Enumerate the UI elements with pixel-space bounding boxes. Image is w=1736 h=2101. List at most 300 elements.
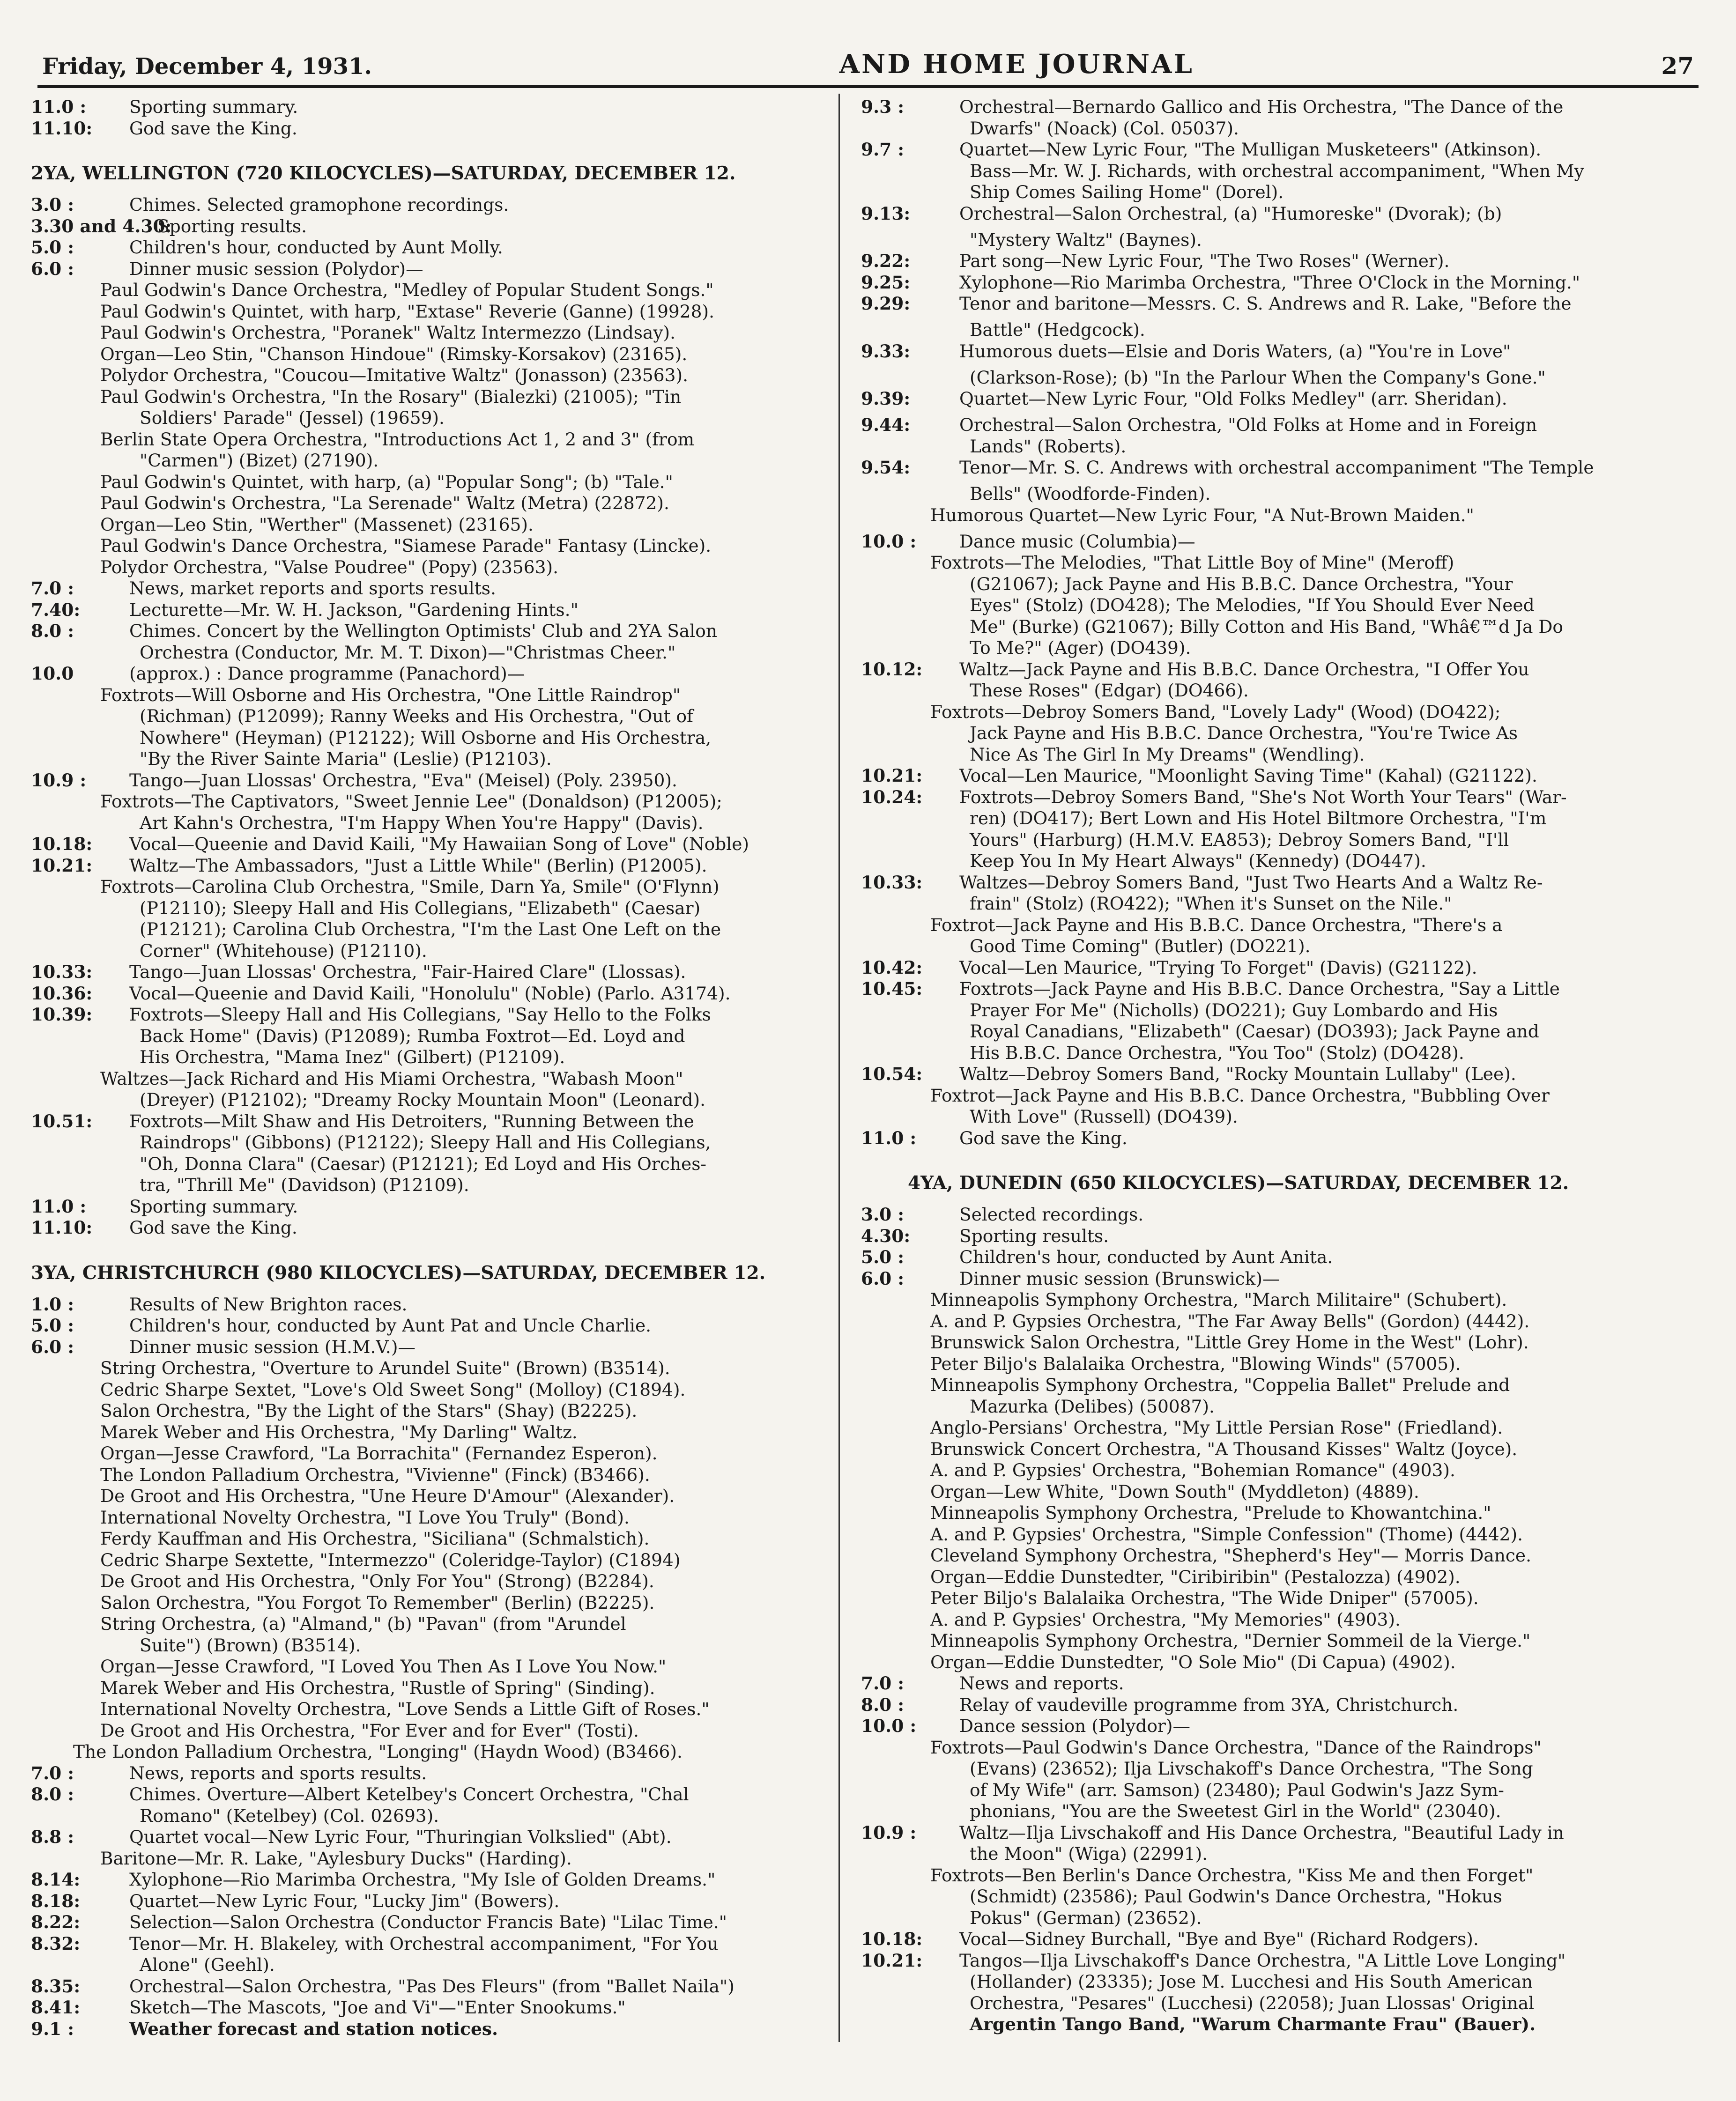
entry-continued: Romano" (Ketelbey) (Col. 02693). [140, 1805, 439, 1826]
entry-continued: Baritone—Mr. R. Lake, "Aylesbury Ducks" (Harding). [100, 1848, 572, 1869]
dinner-item: Berlin State Opera Orchestra, "Introductions Act 1, 2 and 3" (from [100, 429, 695, 450]
dinner-item: Organ—Eddie Dunstedter, "O Sole Mio" (Di Capua) (4902). [930, 1651, 1456, 1672]
entry-time: 11.0 : [861, 1127, 917, 1148]
entry-text: Sporting summary. [129, 96, 298, 117]
dinner-item: Polydor Orchestra, "Valse Poudree" (Popy) (23563). [100, 556, 559, 577]
entry-time: 8.0 : [31, 621, 74, 641]
entry-continued: Back Home" (Davis) (P12089); Rumba Foxtrot—Ed. Loyd and [140, 1025, 685, 1046]
entry-text: Dinner music session (Polydor)— [129, 258, 423, 279]
entry-time: 9.29: [861, 293, 911, 314]
entry-text: Chimes. Selected gramophone recordings. [129, 194, 509, 215]
entry-text: Orchestral—Bernardo Gallico and His Orchestra, "The Dance of the [959, 96, 1564, 117]
entry-time: 5.0 : [31, 1315, 74, 1336]
entry-text: Sporting summary. [129, 1196, 298, 1217]
entry-time: 11.0 : [31, 1196, 87, 1217]
schedule-entry [861, 203, 1657, 229]
schedule-entry [31, 663, 827, 685]
entry-continued: Foxtrots—Carolina Club Orchestra, "Smile, Darn Ya, Smile" (O'Flynn) [100, 876, 720, 897]
entry-text: Foxtrots—Sleepy Hall and His Collegians, "Say Hello to the Folks [129, 1004, 711, 1025]
entry-time: 8.0 : [861, 1694, 905, 1715]
schedule-entry [31, 1997, 827, 2019]
entry-time: 10.0 : [861, 1716, 917, 1736]
schedule-entry [31, 599, 827, 621]
schedule-entry [31, 1763, 827, 1784]
schedule-entry [861, 1694, 1657, 1716]
entry-text: (approx.) : Dance programme (Panachord)— [129, 663, 525, 684]
schedule-entry [31, 118, 827, 140]
entry-time: 8.0 : [31, 1784, 74, 1805]
dinner-item: String Orchestra, "Overture to Arundel Suite" (Brown) (B3514). [100, 1358, 670, 1378]
entry-continued: Lands" (Roberts). [970, 436, 1127, 457]
dinner-item: Paul Godwin's Dance Orchestra, "Siamese Parade" Fantasy (Lincke). [100, 535, 712, 556]
dinner-item: Polydor Orchestra, "Coucou—Imitative Waltz" (Jonasson) (23563). [100, 365, 689, 385]
schedule-entry [31, 1784, 827, 1805]
entry-text: Quartet—New Lyric Four, "Lucky Jim" (Bowers). [129, 1890, 560, 1911]
schedule-entry [861, 388, 1657, 414]
entry-time: 9.25: [861, 272, 911, 293]
entry-continued: Orchestra, "Pesares" (Lucchesi) (22058); Juan Llossas' Original [970, 1992, 1535, 2013]
entry-time: 4.30: [861, 1225, 911, 1246]
entry-time: 10.9 : [31, 769, 87, 791]
entry-text: Selected recordings. [959, 1204, 1144, 1225]
entry-time: 7.0 : [31, 1762, 74, 1783]
entry-text: Part song—New Lyric Four, "The Two Roses" (Werner). [959, 251, 1450, 271]
entry-text: Quartet—New Lyric Four, "Old Folks Medley" (arr. Sheridan). [959, 388, 1507, 409]
entry-text: Xylophone—Rio Marimba Orchestra, "Three O'Clock in the Morning." [959, 272, 1580, 293]
dinner-item: Anglo-Persians' Orchestra, "My Little Persian Rose" (Friedland). [930, 1417, 1503, 1438]
schedule-entry [861, 251, 1657, 272]
dinner-item: De Groot and His Orchestra, "For Ever and for Ever" (Tosti). [100, 1720, 639, 1741]
dinner-item: Organ—Jesse Crawford, "La Borrachita" (Fernandez Esperon). [100, 1443, 658, 1464]
schedule-entry [31, 1217, 827, 1239]
entry-continued: (P12110); Sleepy Hall and His Collegians, "Elizabeth" (Caesar) [140, 897, 701, 918]
schedule-entry [861, 1950, 1657, 1972]
entry-text: Children's hour, conducted by Aunt Anita. [959, 1247, 1333, 1267]
column-divider [838, 94, 840, 2042]
entry-time: 3.0 : [31, 194, 74, 215]
schedule-entry [31, 1294, 827, 1316]
schedule-entry [861, 293, 1657, 319]
dinner-item: Minneapolis Symphony Orchestra, "March Militaire" (Schubert). [930, 1289, 1507, 1310]
entry-time: 6.0 : [31, 1336, 74, 1357]
entry-time: 10.18: [861, 1929, 923, 1949]
schedule-entry [31, 962, 827, 983]
entry-time: 10.51: [31, 1110, 93, 1132]
entry-continued: Ship Comes Sailing Home" (Dorel). [970, 182, 1284, 202]
entry-time: 9.39: [861, 388, 911, 409]
entry-text: Orchestral—Salon Orchestra, "Pas Des Fleurs" (from "Ballet Naila") [129, 1975, 734, 1997]
entry-time: 5.0 : [861, 1247, 905, 1267]
schedule-entry [861, 978, 1657, 1000]
dinner-item: Minneapolis Symphony Orchestra, "Prelude to Khowantchina." [930, 1502, 1491, 1523]
entry-continued: Foxtrots—The Melodies, "That Little Boy of Mine" (Meroff) [930, 552, 1454, 573]
entry-time: 11.0 : [31, 96, 87, 117]
schedule-entry [31, 1912, 827, 1933]
entry-continued: His B.B.C. Dance Orchestra, "You Too" (Stolz) (DO428). [970, 1042, 1464, 1063]
schedule-entry [861, 1268, 1657, 1290]
entry-continued: Dwarfs" (Noack) (Col. 05037). [970, 118, 1239, 139]
dinner-item: Cedric Sharpe Sextette, "Intermezzo" (Coleridge-Taylor) (C1894) [100, 1549, 681, 1570]
entry-continued: Argentin Tango Band, "Warum Charmante Frau" (Bauer). [970, 2014, 1536, 2034]
entry-text: Relay of vaudeville programme from 3YA, Christchurch. [959, 1694, 1459, 1715]
entry-text: Vocal—Len Maurice, "Trying To Forget" (Davis) (G21122). [959, 957, 1477, 978]
entry-text: Quartet vocal—New Lyric Four, "Thuringian Volkslied" (Abt). [129, 1827, 672, 1847]
page-number: 27 [1661, 52, 1694, 80]
dinner-item-continued: Suite") (Brown) (B3514). [140, 1635, 361, 1656]
entry-continued: Keep You In My Heart Always" (Kennedy) (DO447). [970, 851, 1426, 871]
schedule-entry [31, 578, 827, 599]
dinner-item: International Novelty Orchestra, "Love Sends a Little Gift of Roses." [100, 1699, 710, 1719]
dinner-item: Marek Weber and His Orchestra, "My Darling" Waltz. [100, 1421, 578, 1443]
entry-continued: frain" (Stolz) (RO422); "When it's Sunset on the Nile." [970, 893, 1452, 914]
entry-continued: "By the River Sainte Maria" (Leslie) (P12103). [140, 748, 552, 769]
schedule-entry [861, 272, 1657, 294]
schedule-entry [861, 1929, 1657, 1950]
dinner-item: International Novelty Orchestra, "I Love You Truly" (Bond). [100, 1507, 630, 1528]
entry-continued: Nice As The Girl In My Dreams" (Wendling). [970, 744, 1365, 765]
dinner-item: Paul Godwin's Orchestra, "La Serenade" Waltz (Metra) (22872). [100, 493, 669, 513]
entry-time: 10.33: [31, 962, 93, 982]
entry-time: 9.54: [861, 457, 911, 478]
entry-text: Waltz—Ilja Livschakoff and His Dance Orchestra, "Beautiful Lady in [959, 1822, 1564, 1843]
entry-continued: Alone" (Geehl). [140, 1954, 275, 1975]
entry-text: Waltz—Jack Payne and His B.B.C. Dance Orchestra, "I Offer You [959, 658, 1529, 680]
entry-text: Xylophone—Rio Marimba Orchestra, "My Isle of Golden Dreams." [129, 1869, 716, 1890]
entry-text: Orchestral—Salon Orchestral, (a) "Humoreske" (Dvorak); (b) [959, 203, 1502, 224]
dinner-item-continued: Soldiers' Parade" (Jessel) (19659). [140, 407, 445, 428]
entry-time: 10.24: [861, 786, 923, 807]
entry-time: 10.12: [861, 658, 923, 680]
entry-time: 10.0 [31, 663, 74, 684]
header-date: Friday, December 4, 1931. [42, 53, 372, 80]
entry-text: Results of New Brighton races. [129, 1294, 408, 1315]
dinner-item: Organ—Leo Stin, "Chanson Hindoue" (Rimsky-Korsakov) (23165). [100, 343, 688, 364]
entry-time: 11.10: [31, 118, 93, 139]
entry-text: Dance session (Polydor)— [959, 1716, 1190, 1736]
entry-time: 9.3 : [861, 96, 905, 117]
schedule-entry [31, 96, 827, 118]
dinner-item: Minneapolis Symphony Orchestra, "Coppelia Ballet" Prelude and [930, 1375, 1510, 1395]
entry-time: 8.32: [31, 1933, 81, 1954]
entry-continued: (Clarkson-Rose); (b) "In the Parlour When the Company's Gone." [970, 367, 1546, 388]
entry-continued: Good Time Coming" (Butler) (DO221). [970, 936, 1311, 956]
schedule-entry [861, 957, 1657, 979]
entry-continued: Waltzes—Jack Richard and His Miami Orchestra, "Wabash Moon" [100, 1068, 683, 1089]
schedule-entry [31, 1111, 827, 1132]
entry-continued: of My Wife" (arr. Samson) (23480); Paul Godwin's Jazz Sym- [970, 1779, 1504, 1800]
entry-continued: Foxtrot—Jack Payne and His B.B.C. Dance Orchestra, "There's a [930, 914, 1503, 935]
dinner-item: Salon Orchestra, "By the Light of the Stars" (Shay) (B2225). [100, 1400, 638, 1421]
entry-time: 10.33: [861, 872, 923, 893]
entry-time: 3.0 : [861, 1204, 905, 1225]
schedule-entry [861, 1226, 1657, 1247]
entry-text: God save the King. [129, 118, 297, 139]
schedule-entry [861, 1064, 1657, 1085]
dinner-item: De Groot and His Orchestra, "Only For You" (Strong) (B2284). [100, 1571, 654, 1591]
entry-text: Quartet—New Lyric Four, "The Mulligan Musketeers" (Atkinson). [959, 139, 1542, 160]
entry-text: Children's hour, conducted by Aunt Molly. [129, 237, 503, 258]
schedule-entry [31, 1827, 827, 1848]
schedule-entry [31, 855, 827, 877]
entry-time: 8.35: [31, 1975, 81, 1997]
entry-continued: Bass—Mr. W. J. Richards, with orchestral accompaniment, "When My [970, 160, 1584, 181]
entry-text: Tango—Juan Llossas' Orchestra, "Eva" (Meisel) (Poly. 23950). [129, 769, 677, 791]
schedule-entry [861, 531, 1657, 553]
entry-text: Tenor and baritone—Messrs. C. S. Andrews and R. Lake, "Before the [959, 293, 1572, 314]
entry-continued: the Moon" (Wiga) (22991). [970, 1843, 1208, 1864]
entry-text: Tenor—Mr. S. C. Andrews with orchestral accompaniment "The Temple [959, 457, 1594, 478]
station-heading-2ya: 2YA, WELLINGTON (720 KILOCYCLES)—SATURDAY, DECEMBER 12. [31, 163, 736, 184]
header-rule [37, 85, 1699, 88]
page-header [42, 37, 1694, 80]
entry-continued: (Schmidt) (23586); Paul Godwin's Dance Orchestra, "Hokus [970, 1886, 1502, 1907]
entry-text: Foxtrots—Milt Shaw and His Detroiters, "Running Between the [129, 1110, 694, 1132]
entry-continued: (Evans) (23652); Ilja Livschakoff's Dance Orchestra, "The Song [970, 1758, 1533, 1779]
entry-time: 8.8 : [31, 1827, 74, 1847]
schedule-entry [31, 1869, 827, 1891]
entry-text: Dinner music session (H.M.V.)— [129, 1336, 415, 1357]
entry-text: Vocal—Len Maurice, "Moonlight Saving Time" (Kahal) (G21122). [959, 765, 1537, 786]
entry-text: Weather forecast and station notices. [129, 2018, 498, 2039]
entry-time: 10.9 : [861, 1822, 917, 1843]
entry-continued: To Me?" (Ager) (DO439). [970, 637, 1191, 658]
entry-text: Tenor—Mr. H. Blakeley, with Orchestral accompaniment, "For You [129, 1933, 719, 1954]
entry-time: 5.0 : [31, 237, 74, 258]
schedule-entry [31, 1976, 827, 1997]
entry-text: News, reports and sports results. [129, 1762, 427, 1783]
entry-continued: Art Kahn's Orchestra, "I'm Happy When You're Happy" (Davis). [140, 812, 704, 833]
entry-continued: With Love" (Russell) (DO439). [970, 1106, 1238, 1127]
entry-continued: Orchestra (Conductor, Mr. M. T. Dixon)—"Christmas Cheer." [140, 642, 676, 663]
schedule-entry [861, 1204, 1657, 1226]
entry-text: Vocal—Queenie and David Kaili, "Honolulu" (Noble) (Parlo. A3174). [129, 983, 731, 1004]
dinner-item: Paul Godwin's Quintet, with harp, "Extase" Reverie (Ganne) (19928). [100, 301, 715, 322]
dinner-item: Marek Weber and His Orchestra, "Rustle of Spring" (Sinding). [100, 1677, 655, 1698]
entry-continued: Yours" (Harburg) (H.M.V. EA853); Debroy Somers Band, "I'll [970, 829, 1509, 850]
dinner-item: A. and P. Gypsies' Orchestra, "Simple Confession" (Thome) (4442). [930, 1524, 1523, 1545]
schedule-entry [31, 1315, 827, 1337]
schedule-entry [31, 983, 827, 1005]
entry-continued: tra, "Thrill Me" (Davidson) (P12109). [140, 1175, 469, 1195]
dinner-item: Brunswick Concert Orchestra, "A Thousand Kisses" Waltz (Joyce). [930, 1438, 1518, 1459]
dinner-item: Paul Godwin's Dance Orchestra, "Medley of Popular Student Songs." [100, 280, 714, 300]
left-column [31, 96, 827, 2040]
schedule-entry [31, 1004, 827, 1026]
entry-time: 9.13: [861, 203, 911, 224]
entry-time: 3.30 and 4.30: [31, 215, 172, 237]
schedule-entry [861, 341, 1657, 367]
dinner-item: Organ—Lew White, "Down South" (Myddleton) (4889). [930, 1481, 1419, 1502]
entry-time: 10.42: [861, 957, 923, 978]
right-column [861, 96, 1657, 2035]
entry-continued: Royal Canadians, "Elizabeth" (Caesar) (DO393); Jack Payne and [970, 1021, 1539, 1042]
entry-time: 9.33: [861, 340, 911, 362]
entry-text: Waltz—Debroy Somers Band, "Rocky Mountain Lullaby" (Lee). [959, 1064, 1516, 1084]
entry-text: Sporting results. [959, 1225, 1109, 1246]
entry-text: Chimes. Overture—Albert Ketelbey's Concert Orchestra, "Chal [129, 1784, 689, 1805]
schedule-entry [861, 765, 1657, 787]
entry-text: Dinner music session (Brunswick)— [959, 1268, 1280, 1289]
entry-time: 9.44: [861, 414, 911, 435]
schedule-entry [31, 2019, 827, 2040]
entry-text: Foxtrots—Debroy Somers Band, "She's Not Worth Your Tears" (War- [959, 786, 1567, 807]
schedule-entry [31, 621, 827, 642]
dinner-item: Ferdy Kauffman and His Orchestra, "Siciliana" (Schmalstich). [100, 1528, 650, 1549]
entry-time: 10.21: [861, 765, 923, 786]
entry-text: Sporting results. [157, 215, 307, 237]
entry-time: 10.0 : [861, 531, 917, 552]
entry-time: 8.22: [31, 1912, 81, 1932]
entry-time: 10.21: [31, 855, 93, 876]
schedule-entry [31, 1337, 827, 1358]
entry-continued: Eyes" (Stolz) (DO428); The Melodies, "If You Should Ever Need [970, 595, 1535, 615]
dinner-item: Minneapolis Symphony Orchestra, "Dernier Sommeil de la Vierge." [930, 1630, 1531, 1651]
entry-continued: Foxtrots—The Captivators, "Sweet Jennie Lee" (Donaldson) (P12005); [100, 791, 722, 812]
entry-continued: "Oh, Donna Clara" (Caesar) (P12121); Ed Loyd and His Orches- [140, 1153, 707, 1174]
schedule-entry [861, 787, 1657, 808]
dinner-item: The London Palladium Orchestra, "Longing" (Haydn Wood) (B3466). [73, 1741, 683, 1762]
schedule-entry [31, 237, 827, 259]
entry-continued: Pokus" (German) (23652). [970, 1907, 1202, 1928]
entry-continued: These Roses" (Edgar) (DO466). [970, 680, 1249, 701]
entry-continued: (G21067); Jack Payne and His B.B.C. Dance Orchestra, "Your [970, 573, 1513, 594]
entry-text: Tangos—Ilja Livschakoff's Dance Orchestra, "A Little Love Longing" [959, 1950, 1566, 1971]
entry-text: Chimes. Concert by the Wellington Optimists' Club and 2YA Salon [129, 621, 718, 641]
entry-continued: (Hollander) (23335); Jose M. Lucchesi and His South American [970, 1971, 1533, 1992]
entry-continued: Raindrops" (Gibbons) (P12122); Sleepy Hall and His Collegians, [140, 1132, 711, 1153]
entry-text: Vocal—Sidney Burchall, "Bye and Bye" (Richard Rodgers). [959, 1929, 1479, 1949]
schedule-entry [861, 1128, 1657, 1149]
schedule-entry [31, 1196, 827, 1218]
entry-text: Orchestral—Salon Orchestra, "Old Folks at Home and in Foreign [959, 414, 1537, 435]
entry-time: 10.45: [861, 978, 923, 999]
schedule-entry [31, 259, 827, 280]
dinner-item: A. and P. Gypsies' Orchestra, "Bohemian Romance" (4903). [930, 1460, 1455, 1480]
entry-continued: Foxtrot—Jack Payne and His B.B.C. Dance Orchestra, "Bubbling Over [930, 1085, 1550, 1106]
schedule-entry [861, 659, 1657, 681]
dinner-item: Paul Godwin's Orchestra, "Poranek" Waltz Intermezzo (Lindsay). [100, 322, 676, 343]
entry-text: God save the King. [129, 1217, 297, 1238]
entry-continued: Humorous Quartet—New Lyric Four, "A Nut-Brown Maiden." [930, 504, 1474, 525]
entry-time: 8.18: [31, 1890, 81, 1911]
dinner-item: Peter Biljo's Balalaika Orchestra, "Blowing Winds" (57005). [930, 1353, 1461, 1374]
dinner-item: A. and P. Gypsies' Orchestra, "My Memories" (4903). [930, 1609, 1401, 1630]
dinner-item-continued: Mazurka (Delibes) (50087). [970, 1396, 1215, 1417]
entry-text: Children's hour, conducted by Aunt Pat and Uncle Charlie. [129, 1315, 652, 1336]
schedule-entry [31, 194, 827, 216]
schedule-entry [31, 770, 827, 792]
entry-time: 9.22: [861, 251, 911, 271]
entry-continued: Corner" (Whitehouse) (P12110). [140, 940, 427, 961]
dinner-item: The London Palladium Orchestra, "Vivienne" (Finck) (B3466). [100, 1464, 650, 1485]
entry-continued: Nowhere" (Heyman) (P12122); Will Osborne and His Orchestra, [140, 727, 712, 748]
entry-text: News, market reports and sports results. [129, 578, 496, 599]
dinner-item: Organ—Eddie Dunstedter, "Ciribiribin" (Pestalozza) (4902). [930, 1566, 1461, 1587]
entry-time: 9.7 : [861, 139, 905, 160]
entry-time: 10.39: [31, 1004, 93, 1025]
dinner-item: Peter Biljo's Balalaika Orchestra, "The Wide Dniper" (57005). [930, 1588, 1479, 1608]
schedule-entry [31, 1933, 827, 1955]
entry-time: 8.14: [31, 1869, 81, 1890]
schedule-entry [861, 1822, 1657, 1844]
dinner-item: Organ—Jesse Crawford, "I Loved You Then As I Love You Now." [100, 1656, 667, 1677]
schedule-entry [861, 1716, 1657, 1737]
entry-time: 10.54: [861, 1064, 923, 1084]
dinner-item: Brunswick Salon Orchestra, "Little Grey Home in the West" (Lohr). [930, 1332, 1529, 1353]
station-heading-3ya: 3YA, CHRISTCHURCH (980 KILOCYCLES)—SATURDAY, DECEMBER 12. [31, 1262, 766, 1284]
entry-text: News and reports. [959, 1673, 1124, 1694]
entry-continued: Bells" (Woodforde-Finden). [970, 483, 1211, 504]
station-heading-4ya: 4YA, DUNEDIN (650 KILOCYCLES)—SATURDAY, DECEMBER 12. [908, 1172, 1569, 1194]
entry-time: 11.10: [31, 1217, 93, 1238]
entry-text: Lecturette—Mr. W. H. Jackson, "Gardening Hints." [129, 599, 579, 620]
schedule-entry [31, 834, 827, 855]
schedule-entry [861, 414, 1657, 436]
entry-continued: Prayer For Me" (Nicholls) (DO221); Guy Lombardo and His [970, 999, 1498, 1021]
entry-time: 8.41: [31, 1997, 81, 2018]
entry-continued: Foxtrots—Ben Berlin's Dance Orchestra, "Kiss Me and then Forget" [930, 1864, 1534, 1886]
entry-time: 6.0 : [31, 258, 74, 279]
schedule-entry [861, 96, 1657, 118]
entry-text: Tango—Juan Llossas' Orchestra, "Fair-Haired Clare" (Llossas). [129, 962, 686, 982]
entry-continued: ren) (DO417); Bert Lown and His Hotel Biltmore Orchestra, "I'm [970, 808, 1547, 829]
dinner-item: Cedric Sharpe Sextet, "Love's Old Sweet Song" (Molloy) (C1894). [100, 1379, 686, 1400]
entry-time: 7.0 : [31, 578, 74, 599]
entry-time: 6.0 : [861, 1268, 905, 1289]
dinner-item: De Groot and His Orchestra, "Une Heure D'Amour" (Alexander). [100, 1486, 675, 1506]
entry-continued: (Richman) (P12099); Ranny Weeks and His Orchestra, "Out of [140, 706, 693, 726]
schedule-entry [861, 872, 1657, 894]
dinner-item: Organ—Leo Stin, "Werther" (Massenet) (23165). [100, 514, 534, 535]
entry-time: 10.36: [31, 983, 93, 1004]
schedule-entry [861, 139, 1657, 161]
entry-continued: Jack Payne and His B.B.C. Dance Orchestra, "You're Twice As [970, 723, 1518, 743]
schedule-entry [861, 457, 1657, 483]
schedule-entry [31, 216, 827, 237]
header-title: AND HOME JOURNAL [839, 49, 1194, 80]
entry-continued: His Orchestra, "Mama Inez" (Gilbert) (P12109). [140, 1047, 565, 1067]
entry-continued: Me" (Burke) (G21067); Billy Cotton and His Band, "Whâ€™d Ja Do [970, 616, 1563, 637]
schedule-entry [31, 1891, 827, 1912]
dinner-item: Paul Godwin's Quintet, with harp, (a) "Popular Song"; (b) "Tale." [100, 471, 673, 492]
entry-time: 1.0 : [31, 1294, 74, 1315]
entry-text: Sketch—The Mascots, "Joe and Vi"—"Enter Snookums." [129, 1997, 626, 2018]
entry-time: 10.18: [31, 834, 93, 854]
entry-continued: Foxtrots—Debroy Somers Band, "Lovely Lady" (Wood) (DO422); [930, 701, 1501, 722]
entry-time: 7.0 : [861, 1673, 905, 1694]
entry-continued: phonians, "You are the Sweetest Girl in the World" (23040). [970, 1801, 1501, 1821]
dinner-item: Cleveland Symphony Orchestra, "Shepherd's Hey"— Morris Dance. [930, 1545, 1532, 1566]
entry-continued: Foxtrots—Paul Godwin's Dance Orchestra, "Dance of the Raindrops" [930, 1737, 1542, 1758]
entry-text: Waltz—The Ambassadors, "Just a Little While" (Berlin) (P12005). [129, 855, 707, 876]
entry-time: 7.40: [31, 599, 81, 620]
entry-time: 10.21: [861, 1950, 923, 1971]
entry-continued: "Mystery Waltz" (Baynes). [970, 229, 1202, 250]
entry-continued: Foxtrots—Will Osborne and His Orchestra, "One Little Raindrop" [100, 684, 681, 705]
dinner-item: String Orchestra, (a) "Almand," (b) "Pavan" (from "Arundel [100, 1613, 626, 1634]
dinner-item-continued: "Carmen") (Bizet) (27190). [140, 450, 379, 471]
entry-text: Waltzes—Debroy Somers Band, "Just Two Hearts And a Waltz Re- [959, 872, 1543, 893]
entry-continued: (Dreyer) (P12102); "Dreamy Rocky Mountain Moon" (Leonard). [140, 1089, 706, 1110]
schedule-entry [861, 1673, 1657, 1694]
dinner-item: Salon Orchestra, "You Forgot To Remember" (Berlin) (B2225). [100, 1592, 655, 1613]
entry-text: Humorous duets—Elsie and Doris Waters, (a) "You're in Love" [959, 340, 1511, 362]
entry-text: Foxtrots—Jack Payne and His B.B.C. Dance Orchestra, "Say a Little [959, 978, 1560, 999]
dinner-item: A. and P. Gypsies Orchestra, "The Far Away Bells" (Gordon) (4442). [930, 1310, 1530, 1332]
entry-text: Vocal—Queenie and David Kaili, "My Hawaiian Song of Love" (Noble) [129, 834, 749, 854]
entry-continued: (P12121); Carolina Club Orchestra, "I'm the Last One Left on the [140, 919, 721, 940]
schedule-entry [861, 1247, 1657, 1268]
